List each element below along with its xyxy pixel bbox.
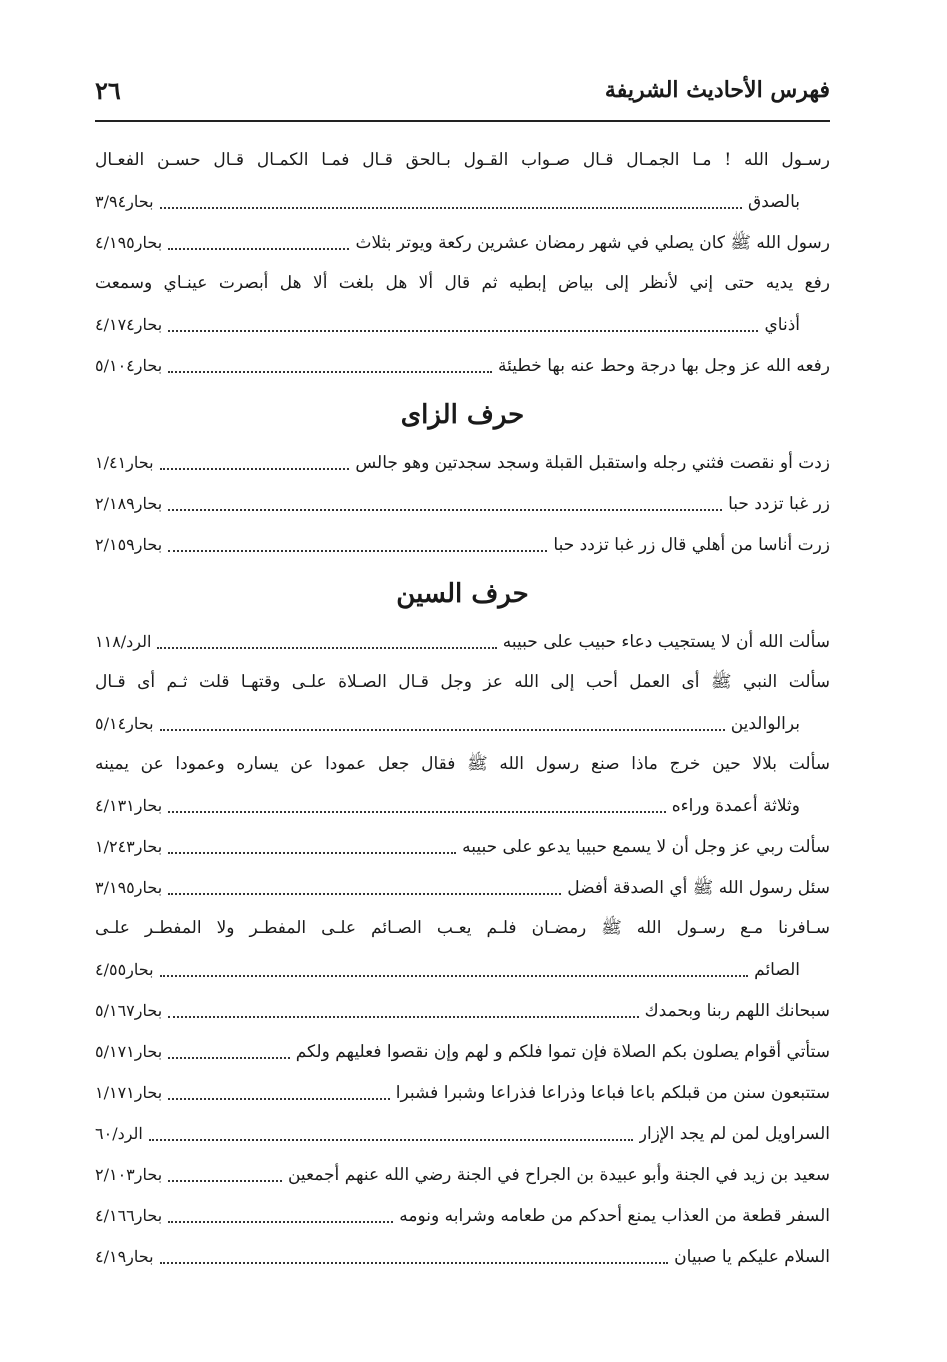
entry-last-line	[95, 621, 830, 662]
page-header	[95, 60, 830, 122]
dot-leader	[168, 509, 722, 511]
index-entry	[95, 744, 830, 826]
dot-leader	[168, 1221, 393, 1223]
index-entry	[95, 263, 830, 345]
dot-leader	[160, 1262, 669, 1264]
index-entry	[95, 345, 830, 386]
index-entry	[95, 1031, 830, 1072]
entry-last-line	[95, 703, 830, 744]
source-reference: بحار٥/١٤	[95, 714, 154, 733]
dot-leader	[168, 1180, 282, 1182]
dot-leader	[168, 248, 349, 250]
entry-text: زر غبا تزدد حبا	[728, 494, 830, 514]
entry-text: سعيد بن زيد في الجنة وأبو عبيدة بن الجراح في الجنة رضي الله عنهم أجمعين	[287, 1165, 830, 1185]
dot-leader	[168, 1057, 290, 1059]
dot-leader	[168, 1016, 638, 1018]
entry-text: سبحانك اللهم ربنا وبحمدك	[644, 1001, 830, 1021]
dot-leader	[168, 550, 547, 552]
entry-text: ستأتي أقوام يصلون بكم الصلاة فإن تموا فلكم و لهم وإن نقصوا فعليهم ولكم	[295, 1042, 830, 1062]
entry-text: ستتبعون سنن من قبلكم باعا فباعا وذراعا فذراعا وشبرا فشبرا	[395, 1083, 830, 1103]
entry-last-line	[95, 1072, 830, 1113]
index-entry	[95, 140, 830, 222]
section-heading: حرف السين	[396, 579, 529, 609]
section-heading: حرف الزاى	[400, 400, 525, 430]
dot-leader	[160, 975, 749, 977]
entry-last-line	[95, 483, 830, 524]
entry-text-line: رسـول الله ! مـا الجمـال قـال صـواب القـول بـالحق قـال فمـا الكمـال قـال حسـن الفعـال	[95, 150, 830, 170]
source-reference: بحار٥/١٦٧	[95, 1001, 163, 1020]
entry-last-line	[95, 1195, 830, 1236]
entry-last-line	[95, 442, 830, 483]
source-reference: بحار٥/١٧١	[95, 1042, 163, 1061]
entry-text: زدت أو نقصت فثني رجله واستقبل القبلة وسجد سجدتين وهو جالس	[355, 453, 830, 473]
page-title: فهرس الأحاديث الشريفة	[604, 77, 830, 103]
entry-text: السلام عليكم يا صبيان	[674, 1247, 830, 1267]
source-reference: بحار٢/١٥٩	[95, 535, 163, 554]
source-reference: بحار١/٢٤٣	[95, 837, 163, 856]
entry-text-line: رفع يديه حتى إني لأنظر إلى بياض إبطيه ثم قال ألا هل بلغت ألا هل أبصرت عينـاي وسمعت	[95, 273, 830, 293]
source-reference: بحار١/١٧١	[95, 1083, 163, 1102]
index-entry	[95, 442, 830, 483]
source-reference: بحار٣/٩٤	[95, 192, 154, 211]
index-entry	[95, 222, 830, 263]
entry-last-line	[95, 1031, 830, 1072]
entry-text: سألت ربي عز وجل أن لا يسمع حبيبا يدعو على حبيبه	[462, 837, 830, 857]
dot-leader	[168, 852, 456, 854]
source-reference: بحار٣/١٩٥	[95, 878, 163, 897]
index-entry	[95, 1072, 830, 1113]
entry-last-line	[95, 1236, 830, 1277]
entry-last-line	[95, 949, 830, 990]
source-reference: بحار٢/١٠٣	[95, 1165, 163, 1184]
document-page	[95, 60, 830, 1277]
index-entry	[95, 908, 830, 990]
index-entry	[95, 867, 830, 908]
index-entry	[95, 1154, 830, 1195]
entry-text: السراويل لمن لم يجد الإزار	[638, 1124, 830, 1144]
entry-text: رسول الله ﷺ كان يصلي في شهر رمضان عشرين ركعة ويوتر بثلاث	[355, 233, 830, 253]
source-reference: بحار٤/١٩	[95, 1247, 154, 1266]
source-reference: الرد/٦٠	[95, 1124, 143, 1143]
source-reference: بحار٤/١٦٦	[95, 1206, 163, 1225]
entry-text: سألت الله أن لا يستجيب دعاء حبيب على حبيبه	[502, 632, 830, 652]
entry-last-line	[95, 785, 830, 826]
entry-text: بالصدق	[748, 192, 800, 212]
index-entry	[95, 1113, 830, 1154]
index-entry	[95, 990, 830, 1031]
source-reference: بحار٤/١٧٤	[95, 315, 163, 334]
source-reference: بحار٢/١٨٩	[95, 494, 163, 513]
source-reference: بحار١/٤١	[95, 453, 154, 472]
index-entry	[95, 662, 830, 744]
dot-leader	[168, 811, 666, 813]
entry-last-line	[95, 181, 830, 222]
entry-last-line	[95, 345, 830, 386]
index-entry	[95, 621, 830, 662]
hadith-index	[95, 122, 830, 1277]
dot-leader	[160, 207, 742, 209]
entry-last-line	[95, 867, 830, 908]
index-entry	[95, 826, 830, 867]
index-entry	[95, 1195, 830, 1236]
entry-text: برالوالدين	[730, 714, 800, 734]
dot-leader	[160, 729, 725, 731]
entry-text: وثلاثة أعمدة وراءه	[671, 796, 800, 816]
entry-last-line	[95, 222, 830, 263]
source-reference: بحار٤/٥٥	[95, 960, 154, 979]
source-reference: الرد/١١٨	[95, 632, 152, 651]
dot-leader	[168, 893, 561, 895]
entry-last-line	[95, 826, 830, 867]
dot-leader	[168, 330, 758, 332]
entry-last-line	[95, 1113, 830, 1154]
dot-leader	[149, 1139, 633, 1141]
source-reference: بحار٤/١٣١	[95, 796, 163, 815]
entry-text: سئل رسول الله ﷺ أي الصدقة أفضل	[567, 878, 830, 898]
entry-text: أذناي	[764, 315, 800, 335]
index-entry	[95, 1236, 830, 1277]
index-entry	[95, 483, 830, 524]
entry-last-line	[95, 990, 830, 1031]
entry-text: زرت أناسا من أهلي قال زر غبا تزدد حبا	[553, 535, 830, 555]
source-reference: بحار٥/١٠٤	[95, 356, 163, 375]
index-entry	[95, 524, 830, 565]
entry-text: رفعه الله عز وجل بها درجة وحط عنه بها خطيئة	[497, 356, 830, 376]
entry-text: السفر قطعة من العذاب يمنع أحدكم من طعامه وشرابه ونومه	[399, 1206, 830, 1226]
dot-leader	[168, 371, 492, 373]
entry-last-line	[95, 304, 830, 345]
dot-leader	[157, 647, 496, 649]
entry-last-line	[95, 1154, 830, 1195]
dot-leader	[168, 1098, 390, 1100]
entry-text-line: سألت النبي ﷺ أى العمل أحب إلى الله عز وجل قـال الصـلاة علـى وقتهـا قلت ثـم أى قـال	[95, 672, 830, 692]
source-reference: بحار٤/١٩٥	[95, 233, 163, 252]
entry-text-line: سألت بلالا حين خرج ماذا صنع رسول الله ﷺ فقال جعل عمودا عن يساره وعمودا عن يمينه	[95, 754, 830, 774]
dot-leader	[160, 468, 350, 470]
entry-last-line	[95, 524, 830, 565]
entry-text-line: سـافرنا مـع رسـول الله ﷺ رمضـان فلـم يعـب الصـائم علـى المفطـر ولا المفطـر علـى	[95, 918, 830, 938]
page-number: ٢٦	[95, 75, 121, 105]
entry-text: الصائم	[754, 960, 800, 980]
